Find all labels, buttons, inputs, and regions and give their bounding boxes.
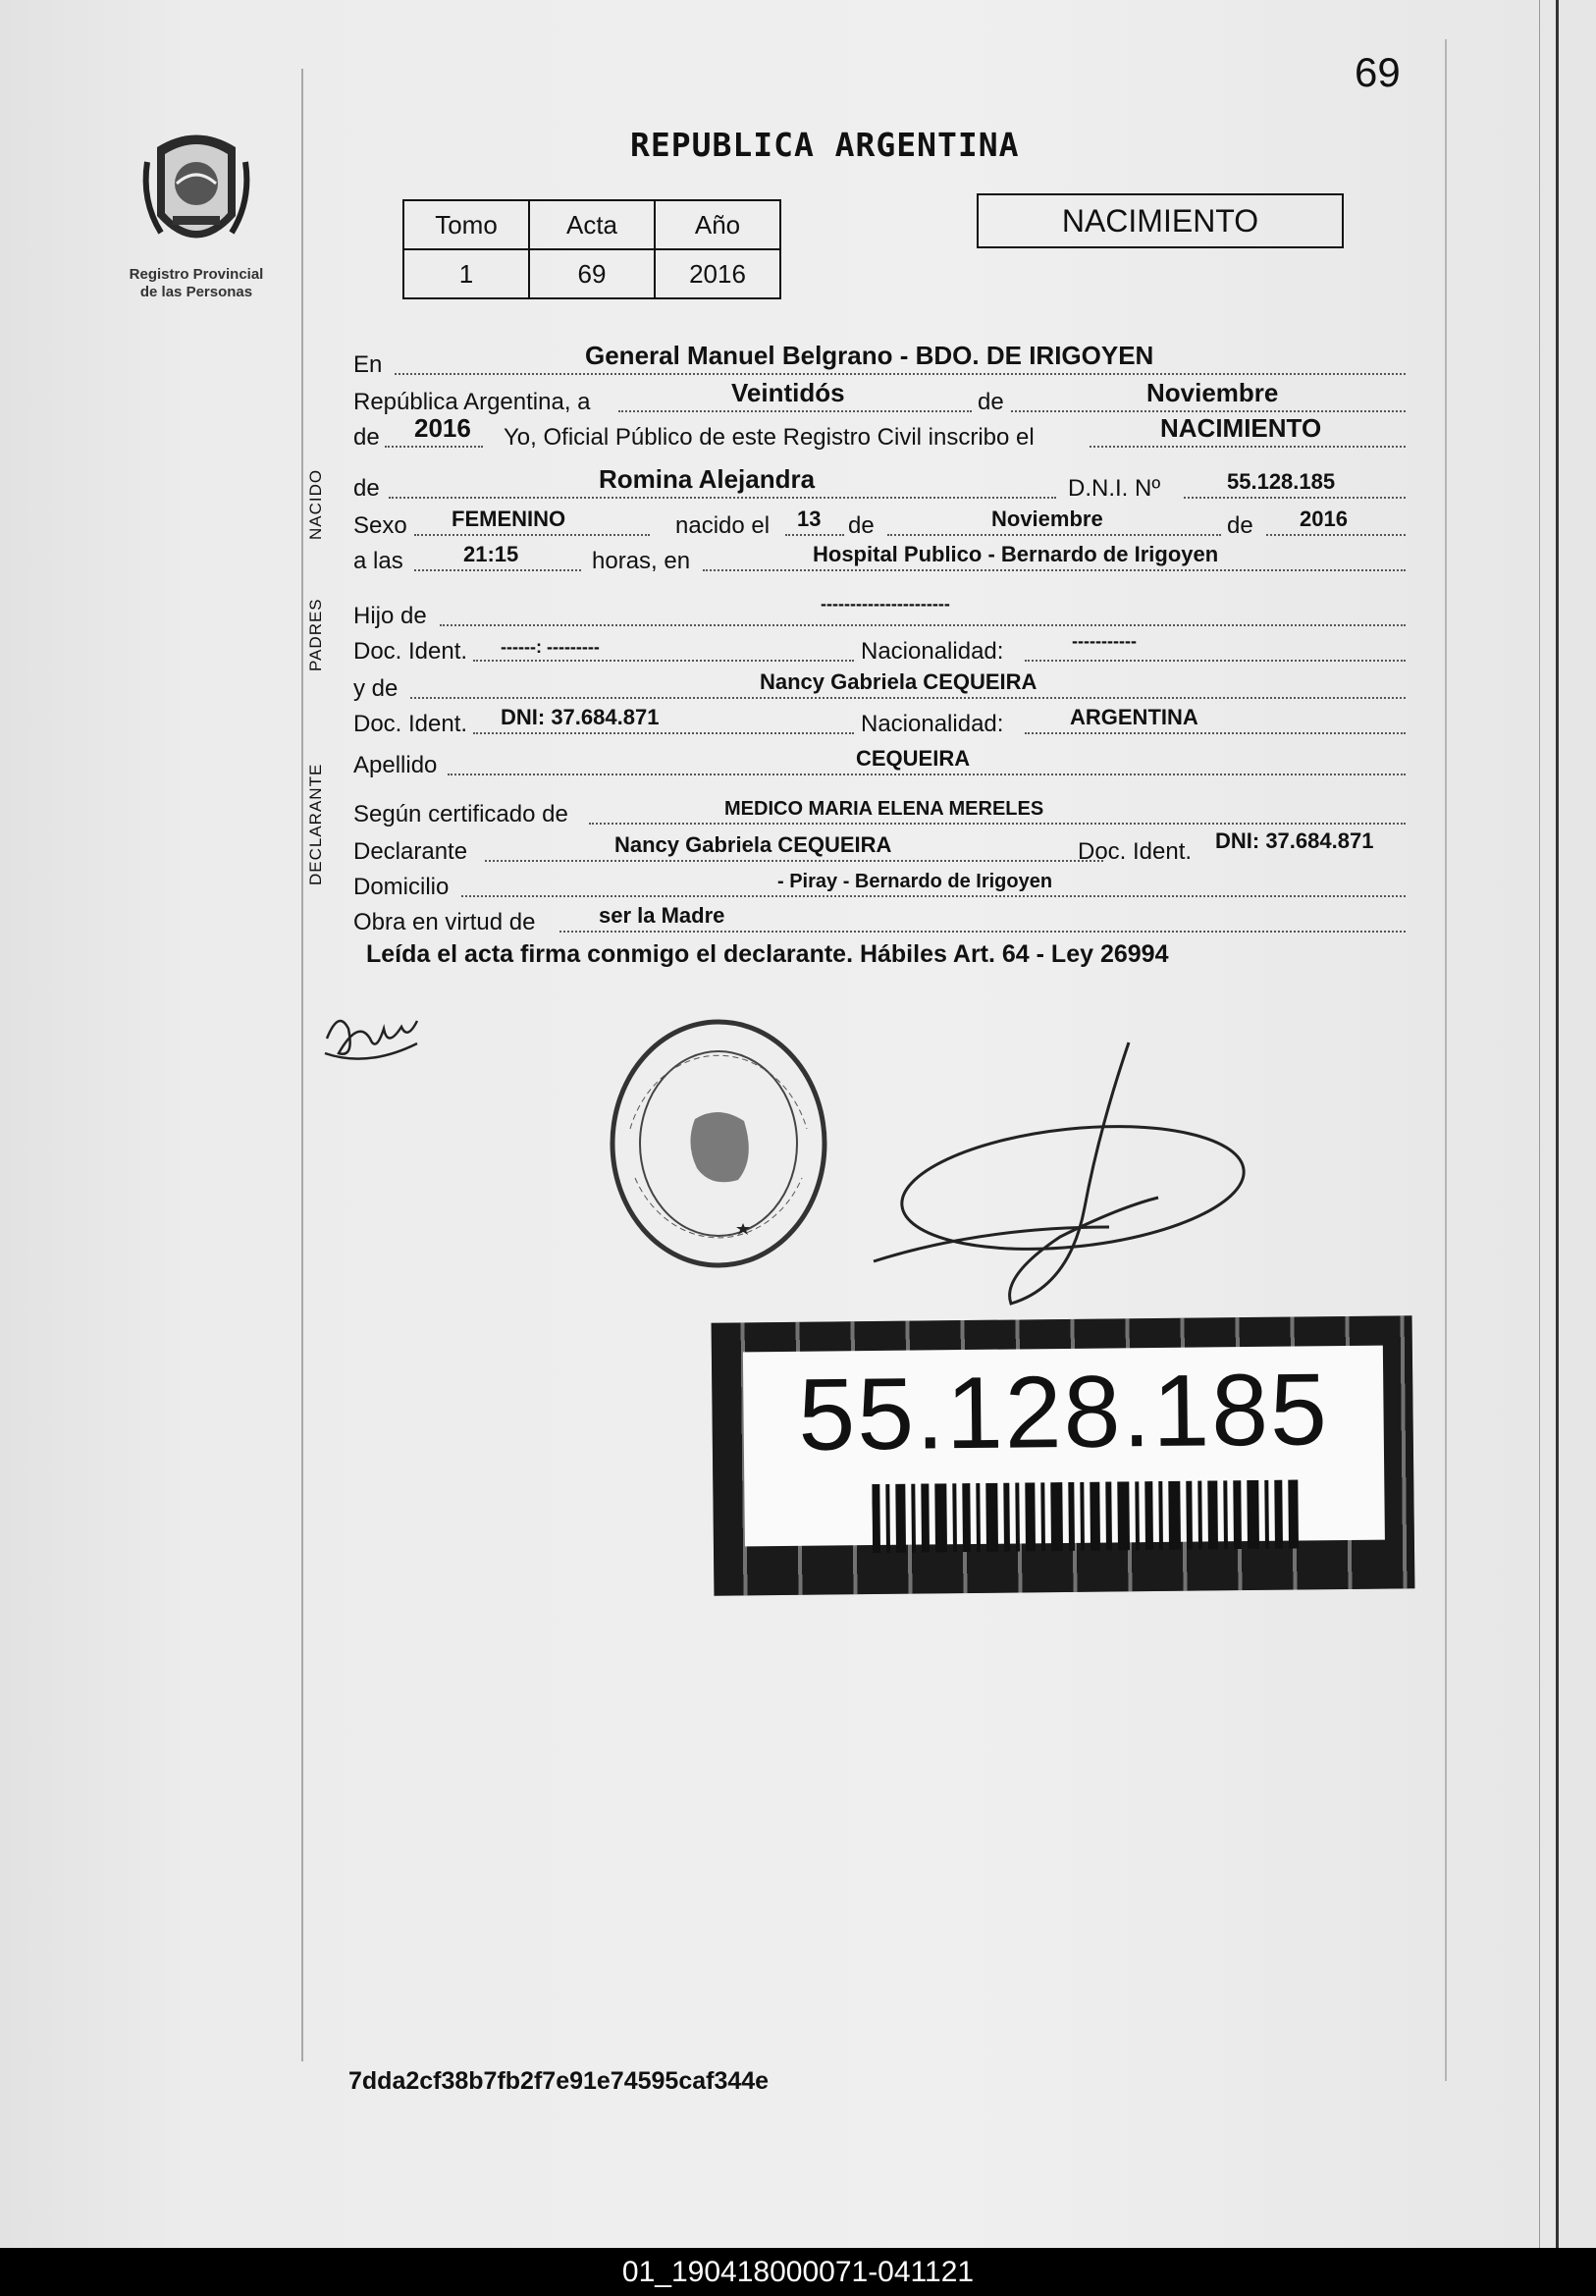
label-de-nombre: de bbox=[353, 475, 380, 502]
barcode-dni: 55.128.185 bbox=[797, 1353, 1330, 1472]
label-dni-no: D.N.I. Nº bbox=[1068, 475, 1161, 502]
label-apellido: Apellido bbox=[353, 752, 438, 778]
value-lugar: General Manuel Belgrano - BDO. DE IRIGOYEN bbox=[585, 341, 1154, 370]
value-declarante-doc: DNI: 37.684.871 bbox=[1215, 828, 1374, 853]
label-sexo: Sexo bbox=[353, 512, 407, 539]
label-hijo-de: Hijo de bbox=[353, 603, 427, 629]
label-de-mes-nac: de bbox=[848, 512, 875, 539]
register-header-row bbox=[403, 200, 780, 249]
country-title: REPUBLICA ARGENTINA bbox=[630, 126, 1020, 164]
value-dia-acta: Veintidós bbox=[731, 378, 845, 407]
label-horas-en: horas, en bbox=[592, 548, 691, 574]
value-obra: ser la Madre bbox=[599, 903, 725, 928]
label-doc-ident-padre: Doc. Ident. bbox=[353, 638, 468, 665]
header-tomo: Tomo bbox=[403, 200, 529, 249]
value-declarante: Nancy Gabriela CEQUEIRA bbox=[614, 832, 892, 857]
value-sexo: FEMENINO bbox=[452, 507, 566, 531]
value-mes-acta: Noviembre bbox=[1146, 378, 1279, 407]
value-acta: 69 bbox=[529, 249, 655, 298]
page-number: 69 bbox=[1355, 49, 1401, 95]
label-nacionalidad-padre: Nacionalidad: bbox=[861, 638, 1004, 665]
line-en bbox=[353, 341, 1406, 381]
label-declarante: Declarante bbox=[353, 838, 468, 865]
value-anio-acta: 2016 bbox=[414, 413, 471, 443]
line-hijo-de bbox=[353, 595, 1406, 632]
value-madre-doc: DNI: 37.684.871 bbox=[501, 705, 660, 729]
line-doc-madre bbox=[353, 703, 1406, 740]
label-republica: República Argentina, a bbox=[353, 389, 591, 415]
label-de-anio: de bbox=[353, 424, 380, 451]
section-declarante: DECLARANTE bbox=[306, 763, 325, 885]
line-declarante bbox=[353, 830, 1406, 868]
official-seal bbox=[601, 1011, 836, 1276]
value-dni: 55.128.185 bbox=[1227, 469, 1336, 494]
closing-statement: Leída el acta firma conmigo el declarante. Hábiles Art. 64 - Ley 26994 bbox=[366, 940, 1169, 968]
label-de-mes: de bbox=[978, 389, 1004, 415]
barcode-label bbox=[743, 1346, 1385, 1547]
line-doc-padre bbox=[353, 630, 1406, 667]
label-domicilio: Domicilio bbox=[353, 874, 450, 900]
line-y-de bbox=[353, 667, 1406, 705]
footer-file-id: 01_190418000071-041121 bbox=[0, 2248, 1596, 2296]
document-type: NACIMIENTO bbox=[977, 193, 1344, 248]
value-anio-nac: 2016 bbox=[1300, 507, 1348, 531]
page-edge bbox=[1556, 0, 1559, 2248]
label-yo-oficial: Yo, Oficial Público de este Registro Civil inscribo el bbox=[504, 424, 1035, 451]
label-y-de: y de bbox=[353, 675, 399, 702]
register-table bbox=[402, 199, 781, 299]
value-madre: Nancy Gabriela CEQUEIRA bbox=[760, 669, 1037, 694]
label-doc-ident-madre: Doc. Ident. bbox=[353, 711, 468, 737]
declarant-signature bbox=[319, 999, 427, 1078]
page-edge-faint bbox=[1539, 0, 1540, 2248]
value-nombre: Romina Alejandra bbox=[599, 464, 816, 494]
line-certificado bbox=[353, 793, 1406, 830]
registrar-signature bbox=[864, 1041, 1276, 1315]
document-hash: 7dda2cf38b7fb2f7e91e74595caf344e bbox=[348, 2067, 770, 2095]
value-padre-doc: ------: --------- bbox=[501, 637, 600, 657]
line-apellido bbox=[353, 744, 1406, 781]
value-padre: ---------------------- bbox=[821, 594, 950, 614]
line-anio-acta bbox=[353, 413, 1406, 454]
label-obra: Obra en virtud de bbox=[353, 909, 536, 935]
value-lugar-nac: Hospital Publico - Bernardo de Irigoyen bbox=[813, 542, 1219, 566]
value-dia-nac: 13 bbox=[797, 507, 822, 531]
logo-caption-line1: Registro Provincial bbox=[129, 266, 264, 283]
label-nacionalidad-madre: Nacionalidad: bbox=[861, 711, 1004, 737]
left-margin-rule bbox=[301, 69, 303, 2061]
line-hora bbox=[353, 540, 1406, 577]
value-madre-nac: ARGENTINA bbox=[1070, 705, 1198, 729]
label-nacido-el: nacido el bbox=[675, 512, 771, 539]
section-padres: PADRES bbox=[306, 598, 325, 671]
section-nacido: NACIDO bbox=[306, 468, 325, 540]
value-certificado: MEDICO MARIA ELENA MERELES bbox=[724, 798, 1044, 820]
value-anio: 2016 bbox=[655, 249, 780, 298]
label-en: En bbox=[353, 351, 383, 378]
label-doc-ident-declarante: Doc. Ident. bbox=[1078, 838, 1193, 865]
value-apellido: CEQUEIRA bbox=[856, 746, 971, 771]
line-sexo bbox=[353, 505, 1406, 542]
province-emblem-icon bbox=[137, 123, 255, 260]
label-a-las: a las bbox=[353, 548, 403, 574]
header-anio: Año bbox=[655, 200, 780, 249]
header-acta: Acta bbox=[529, 200, 655, 249]
value-hora: 21:15 bbox=[463, 542, 519, 566]
value-mes-nac: Noviembre bbox=[991, 507, 1103, 531]
label-segun: Según certificado de bbox=[353, 801, 568, 828]
value-domicilio: - Piray - Bernardo de Irigoyen bbox=[777, 871, 1053, 892]
registry-logo bbox=[128, 123, 265, 309]
line-domicilio bbox=[353, 866, 1406, 903]
barcode-sticker bbox=[712, 1315, 1415, 1595]
line-obra bbox=[353, 901, 1406, 938]
value-tipo: NACIMIENTO bbox=[1160, 413, 1322, 443]
value-tomo: 1 bbox=[403, 249, 529, 298]
right-margin-rule bbox=[1445, 39, 1447, 2081]
line-nombre bbox=[353, 464, 1406, 505]
value-padre-nac: ----------- bbox=[1072, 631, 1137, 651]
barcode-icon bbox=[872, 1479, 1304, 1553]
register-value-row bbox=[403, 249, 780, 298]
logo-caption-line2: de las Personas bbox=[139, 284, 253, 300]
label-de-anio-nac: de bbox=[1227, 512, 1253, 539]
